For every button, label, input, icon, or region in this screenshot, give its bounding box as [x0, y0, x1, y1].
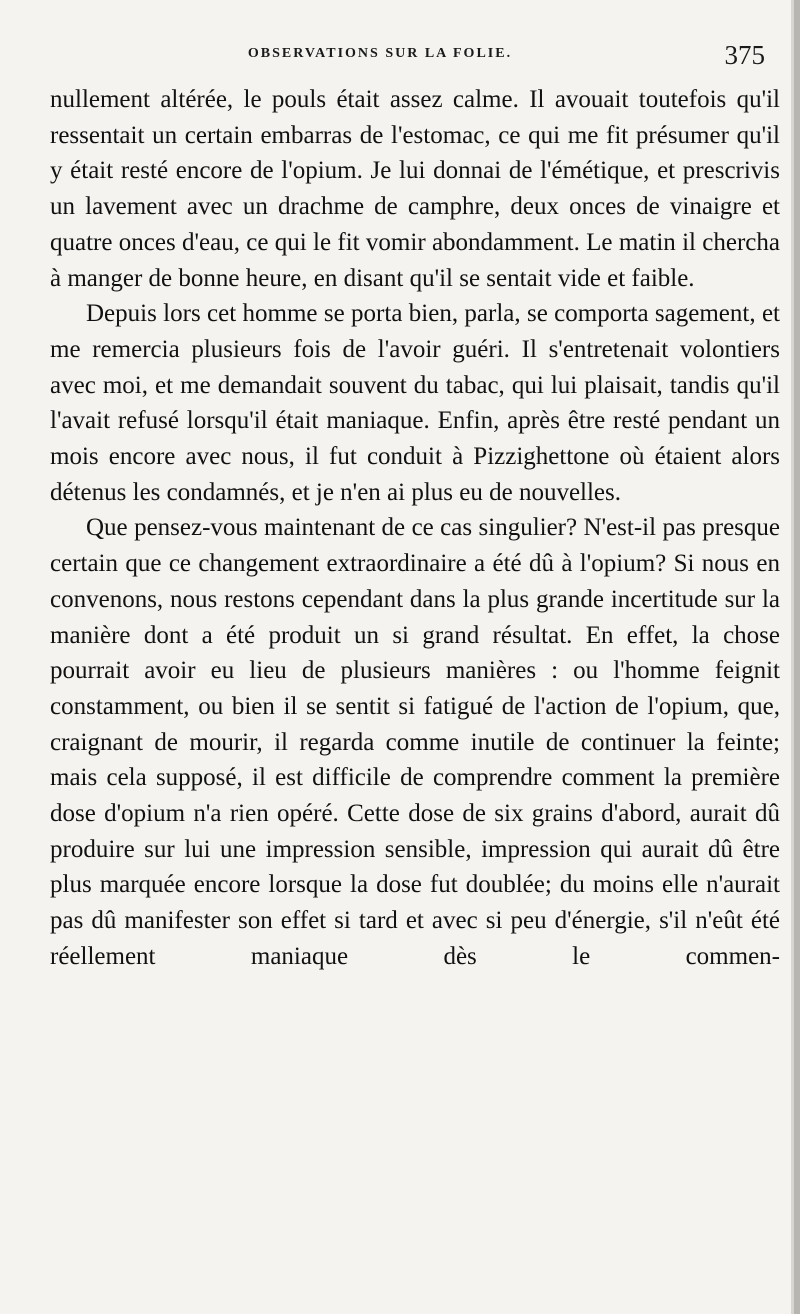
page-number: 375 [724, 40, 765, 70]
paragraph-1: nullement altérée, le pouls était assez calme. Il avouait toutefois qu'il ressentait un certain embarras de l'estomac, ce qui me fit présumer qu'il y était resté encore de l'opium. Je lui donnai de l'émétique, et prescrivis un lavement avec un drachme de camphre, deux onces de vinaigre et quatre onces d'eau, ce qui le fit vomir abondamment. Le matin il chercha à manger de bonne heure, en disant qu'il se sentait vide et faible. [50, 86, 780, 292]
page-edge [794, 0, 800, 1314]
body-text [50, 82, 780, 975]
paragraph-3: Que pensez-vous maintenant de ce cas singulier? N'est-il pas presque certain que ce changement extraordinaire a été dû à l'opium? Si nous en convenons, nous restons cependant dans la plus grande incertitude sur la manière dont a été produit un si grand résultat. En effet, la chose pourrait avoir eu lieu de plusieurs manières : ou l'homme feignit constamment, ou bien il se sentit si fatigué de l'action de l'opium, que, craignant de mourir, il regarda comme inutile de continuer la feinte; mais cela supposé, il est difficile de comprendre comment la première dose d'opium n'a rien opéré. Cette dose de six grains d'abord, aurait dû produire sur lui une impression sensible, impression qui aurait dû être plus marquée encore lorsque la dose fut doublée; du moins elle n'aurait pas dû manifester son effet si tard et avec si peu d'énergie, s'il n'eût été réellement maniaque dès le commen- [50, 514, 780, 970]
running-title: OBSERVATIONS SUR LA FOLIE. [247, 46, 513, 61]
running-head [50, 40, 765, 80]
paragraph-2: Depuis lors cet homme se porta bien, parla, se comporta sagement, et me remercia plusieurs fois de l'avoir guéri. Il s'entretenait volontiers avec moi, et me demandait souvent du tabac, qui lui plaisait, tandis qu'il l'avait refusé lorsqu'il était maniaque. Enfin, après être resté pendant un mois encore avec nous, il fut conduit à Pizzighettone où étaient alors détenus les condamnés, et je n'en ai plus eu de nouvelles. [50, 300, 780, 506]
